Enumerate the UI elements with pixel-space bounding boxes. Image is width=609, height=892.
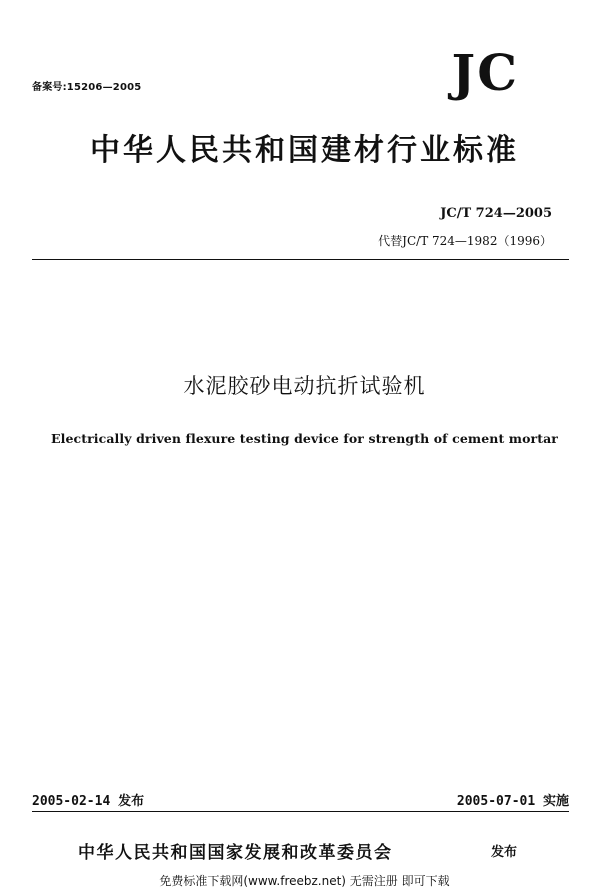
implementation-date: 2005-07-01 实施 [456, 794, 569, 809]
top-divider [32, 259, 569, 260]
standard-number: JC/T 724—2005 [440, 206, 552, 221]
document-title-chinese: 水泥胶砂电动抗折试验机 [183, 374, 426, 398]
standard-type-title: 中华人民共和国建材行业标准 [90, 133, 519, 168]
issue-date: 2005-02-14 发布 [32, 794, 145, 809]
jc-logo: JC [451, 43, 519, 102]
download-note: 免费标准下载网(www.freebz.net) 无需注册 即可下载 [159, 874, 450, 888]
replaces-standard: 代替JC/T 724—1982（1996） [378, 234, 552, 248]
issuing-action: 发布 [491, 845, 518, 860]
filing-number: 备案号:15206—2005 [32, 82, 142, 93]
bottom-divider [32, 811, 569, 812]
issuing-authority: 中华人民共和国国家发展和改革委员会 [78, 843, 393, 863]
document-title-english: Electrically driven flexure testing device for strength of cement mortar [51, 431, 558, 446]
